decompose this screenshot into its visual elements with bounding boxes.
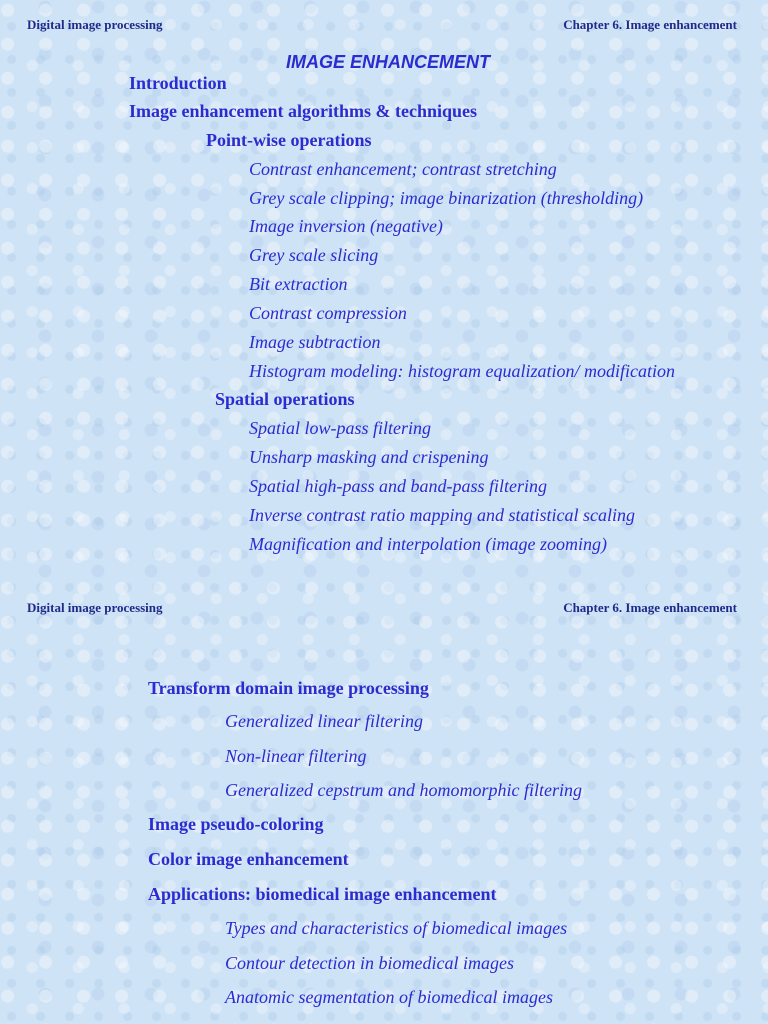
outline-subitem: Grey scale slicing: [249, 245, 379, 265]
slide-title: IMAGE ENHANCEMENT: [285, 52, 490, 72]
outline-item: Transform domain image processing: [148, 678, 429, 698]
outline-subitem: Grey scale clipping; image binarization (thresholding): [249, 188, 644, 208]
outline-item: Color image enhancement: [148, 849, 349, 869]
outline-item: Image enhancement algorithms & techniques: [129, 101, 477, 121]
outline-subheading: Spatial operations: [215, 389, 355, 409]
outline-subitem: Magnification and interpolation (image zooming): [249, 534, 607, 554]
outline-subitem: Histogram modeling: histogram equalization/ modification: [249, 361, 675, 381]
outline-subitem: Bit extraction: [249, 274, 348, 294]
outline-subitem: Contrast compression: [249, 303, 407, 323]
outline-subitem: Contrast enhancement; contrast stretching: [249, 159, 557, 179]
outline-item: Introduction: [129, 73, 227, 93]
outline-subitem: Spatial low-pass filtering: [249, 418, 432, 438]
header-left: Digital image processing: [27, 17, 163, 32]
outline-item: Image pseudo-coloring: [148, 814, 324, 834]
outline-subitem: Generalized cepstrum and homomorphic filtering: [225, 780, 582, 800]
outline-subitem: Inverse contrast ratio mapping and statistical scaling: [249, 505, 635, 525]
outline-subheading: Point-wise operations: [206, 130, 372, 150]
outline-subitem: Anatomic segmentation of biomedical images: [225, 987, 553, 1007]
outline-subitem: Contour detection in biomedical images: [225, 953, 514, 973]
outline-subitem: Image subtraction: [249, 332, 381, 352]
header-right: Chapter 6. Image enhancement: [563, 17, 737, 32]
outline-subitem: Types and characteristics of biomedical images: [225, 918, 568, 938]
outline-item: Applications: biomedical image enhancement: [148, 884, 497, 904]
header-left: Digital image processing: [27, 600, 163, 615]
outline-subitem: Generalized linear filtering: [225, 711, 423, 731]
outline-subitem: Unsharp masking and crispening: [249, 447, 489, 467]
outline-subitem: Image inversion (negative): [249, 216, 443, 236]
header-right: Chapter 6. Image enhancement: [563, 600, 737, 615]
slide-2: [0, 583, 768, 1024]
outline-subitem: Spatial high-pass and band-pass filtering: [249, 476, 548, 496]
outline-subitem: Non-linear filtering: [225, 746, 367, 766]
